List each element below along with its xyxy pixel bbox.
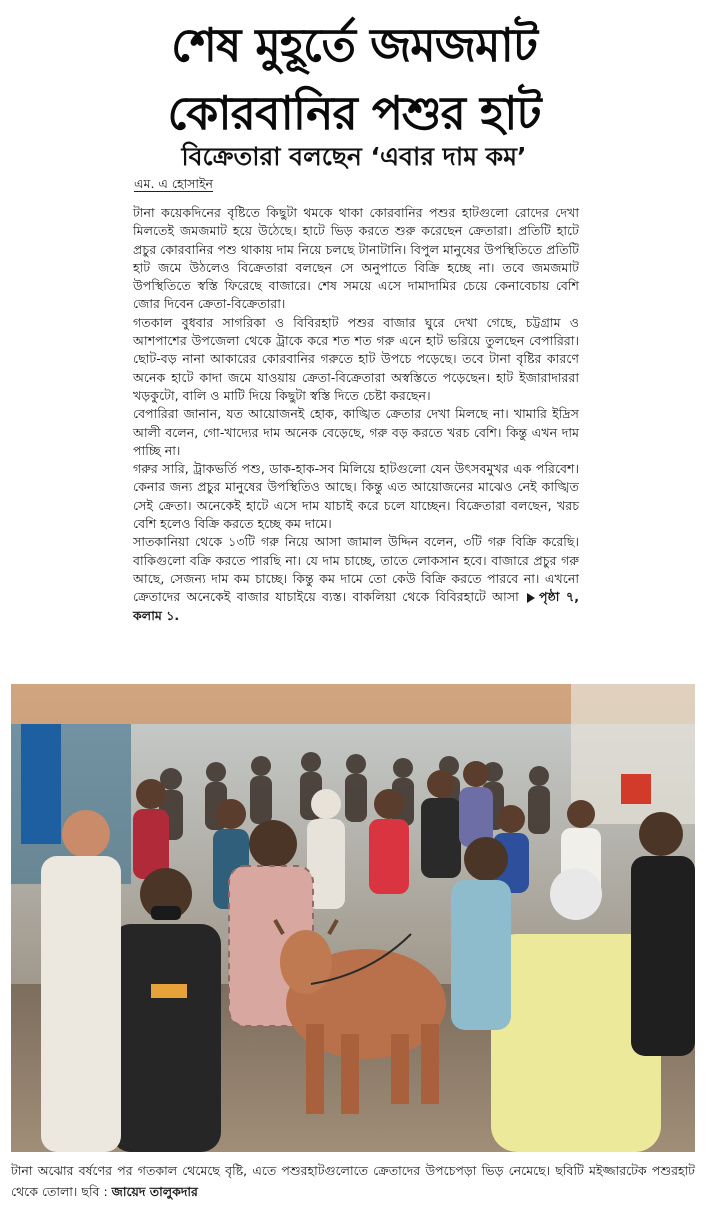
- continued-on-page[interactable]: পৃষ্ঠা ৭, কলাম ১.: [133, 589, 580, 623]
- continued-arrow-icon: [527, 593, 535, 603]
- photo-caption: [11, 1160, 695, 1202]
- article-paragraph: টানা কয়েকদিনের বৃষ্টিতে কিছুটা থমকে থাকা কোরবানির পশুর হাটগুলো রোদের দেখা মিলতেই জমজমাট হয়ে উঠেছে। হাটে ভিড় করতে শুরু করেছেন ক্রেতারা। প্রতিটি হাটে প্রচুর কোরবানির পশু থাকায় দাম নিয়ে চলছে টানাটানি। বিপুল মানুষের উপস্থিতিতে প্রতিটি হাট জমে উঠলেও বিক্রেতারা বলছেন সে অনুপাতে বিক্রি হচ্ছে না। তবে জমজমাট উপস্থিতিতে স্বস্তি ফিরেছে বাজারে। শেষ সময়ে এসে দামাদামির চেয়ে কেনাবেচায় বেশি জোর দিবেন ক্রেতা-বিক্রেতারা।: [133, 205, 579, 312]
- cattle-market-photo: [11, 684, 695, 1152]
- article-paragraph: গরুর সারি, ট্রাকভর্তি পশু, ডাক-হাক-সব মিলিয়ে হাটগুলো যেন উৎসবমুখর এক পরিবেশ। কেনার জন্য প্রচুর মানুষের উপস্থিতিও আছে। কিন্তু এত আয়োজনের মাঝেও নেই কাঙ্খিত সেই ক্রেতা। অনেকেই হাটে এসে দাম যাচাই করে চলে যাচ্ছেন। বিক্রেতারা বলছেন, খরচ বেশি হলেও বিক্রি করতে হচ্ছে কম দামে।: [133, 461, 579, 532]
- article-body: [133, 204, 579, 625]
- subheadline: বিক্রেতারা বলছেন ‘এবার দাম কম’: [181, 142, 527, 171]
- article-paragraph-text: সাতকানিয়া থেকে ১৩টি গরু নিয়ে আসা জামাল উদ্দিন বলেন, ৩টি গরু বিক্রি করেছি। বাকিগুলো বক্রি করতে পারছি না। যে দাম চাচ্ছে, তাতে লোকসান হবে। বাজারে প্রচুর গরু আছে, সেজন্য দাম কম চাচ্ছে। কিন্তু কম দামে তো কেউ বিক্রি করতে পারবে না। এখনো ক্রেতাদের অনেকেই বাজার যাচাইয়ে ব্যস্ত। বাকলিয়া থেকে বিবিরহাটে আসা: [133, 534, 579, 605]
- photo-illustration: [11, 684, 695, 1152]
- headline-line-1: শেষ মুহূর্তে জমজমাট: [171, 18, 537, 72]
- article-paragraph: বেপারিরা জানান, যত আয়োজনই হোক, কাঙ্খিত ক্রেতার দেখা মিলছে না। খামারি ইদ্রিস আলী বলেন, গো-খাদ্যের দাম অনেক বেড়েছে, গরু বড় করতে খরচ বেশি। কিন্তু এখন দাম পাচ্ছি না।: [133, 406, 579, 458]
- byline: এম. এ হোসাইন: [134, 176, 213, 191]
- photo-credit: জায়েদ তালুকদার: [111, 1184, 198, 1199]
- headline-line-2: কোরবানির পশুর হাট: [167, 86, 541, 140]
- article-paragraph-last: [133, 533, 579, 624]
- caption-text: টানা অঝোর বর্ষণের পর গতকাল থেমেছে বৃষ্টি, এতে পশুরহাটগুলোতে ক্রেতাদের উপচেপড়া ভিড় নেমেছে। ছবিটি মইজ্জারটেক পশুরহাট থেকে তোলা। ছবি :: [11, 1163, 695, 1199]
- article-paragraph: গতকাল বুধবার সাগরিকা ও বিবিরহাট পশুর বাজার ঘুরে দেখা গেছে, চট্টগ্রাম ও আশপাশের উপজেলা থেকে ট্রাকে করে শত শত গরু এনে হাট ভরিয়ে তুলছেন বেপারিরা। ছোট-বড় নানা আকারের কোরবানির গরুতে হাট উপচে পড়েছে। তবে টানা বৃষ্টির কারণে অনেক হাটে কাদা জমে যাওয়ায় ক্রেতা-বিক্রেতারা অস্বস্তিতে পড়েছেন। হাট ইজারাদাররা খড়কুটো, বালি ও মাটি দিয়ে কিছুটা স্বস্তি দিতে চেষ্টা করছেন।: [133, 314, 579, 403]
